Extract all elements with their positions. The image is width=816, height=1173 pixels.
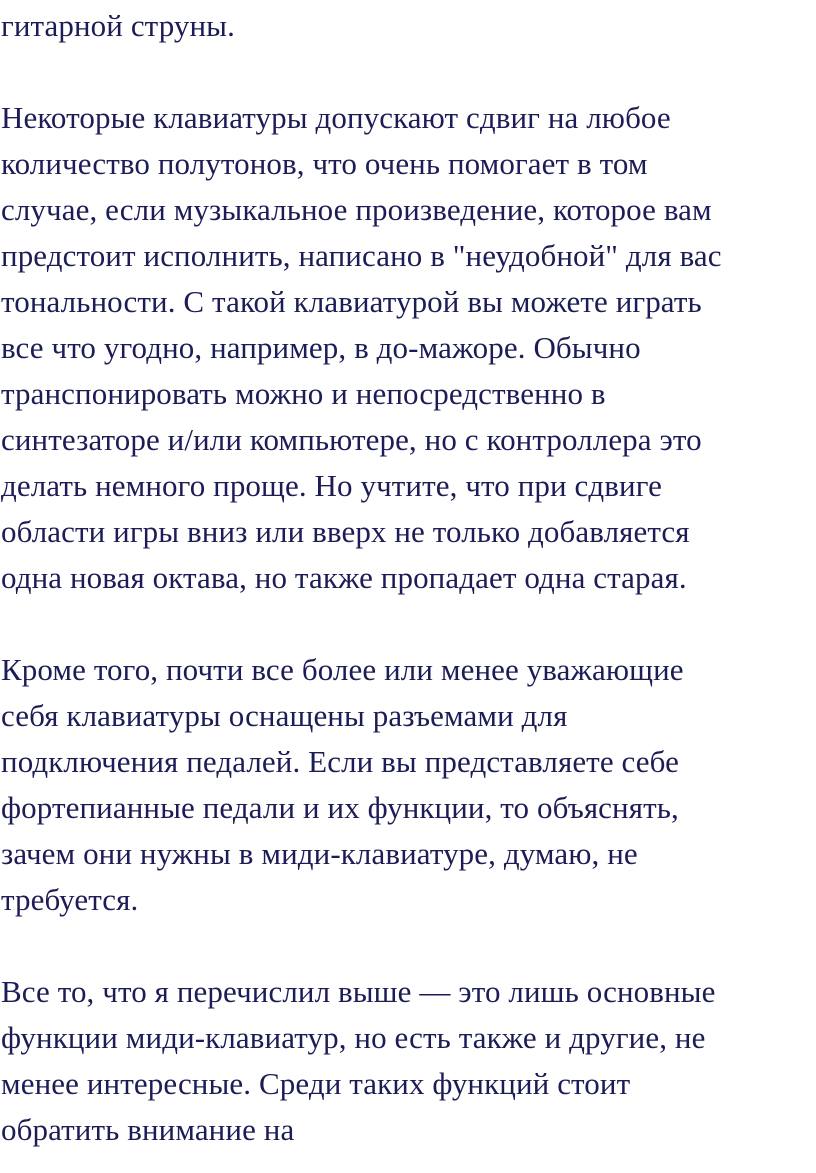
text-line: Все то, что я перечислил выше — это лишь основные <box>1 974 716 1009</box>
text-line: требуется. <box>1 882 139 917</box>
text-line: зачем они нужны в миди-клавиатуре, думаю, не <box>1 836 638 871</box>
text-line: подключения педалей. Если вы представляете себе <box>1 744 679 779</box>
text-line: одна новая октава, но также пропадает одна старая. <box>1 560 687 595</box>
text-line: себя клавиатуры оснащены разъемами для <box>1 698 568 733</box>
text-line: транспонировать можно и непосредственно в <box>1 376 606 411</box>
text-line: гитарной струны. <box>1 8 235 43</box>
text-line: функции миди-клавиатур, но есть также и другие, не <box>1 1020 706 1055</box>
text-line: синтезаторе и/или компьютере, но с контроллера это <box>1 422 702 457</box>
text-line: области игры вниз или вверх не только добавляется <box>1 514 690 549</box>
text-line: количество полутонов, что очень помогает в том <box>1 146 648 181</box>
text-line: фортепианные педали и их функции, то объяснять, <box>1 790 679 825</box>
paragraph <box>1 95 808 601</box>
text-line: тональности. С такой клавиатурой вы можете играть <box>1 284 702 319</box>
text-line: обратить внимание на <box>1 1112 295 1147</box>
text-line: менее интересные. Среди таких функций стоит <box>1 1066 631 1101</box>
text-line: предстоит исполнить, написано в "неудобной" для вас <box>1 238 722 273</box>
text-line: случае, если музыкальное произведение, которое вам <box>1 192 712 227</box>
paragraph <box>1 969 808 1153</box>
text-line: Некоторые клавиатуры допускают сдвиг на любое <box>1 100 671 135</box>
text-line: все что угодно, например, в до-мажоре. Обычно <box>1 330 641 365</box>
paragraph-gap <box>1 49 808 95</box>
paragraph-gap <box>1 923 808 969</box>
paragraph-gap <box>1 601 808 647</box>
paragraph <box>1 647 808 923</box>
paragraph <box>1 3 808 49</box>
text-line: Кроме того, почти все более или менее уважающие <box>1 652 684 687</box>
text-line: делать немного проще. Но учтите, что при сдвиге <box>1 468 662 503</box>
